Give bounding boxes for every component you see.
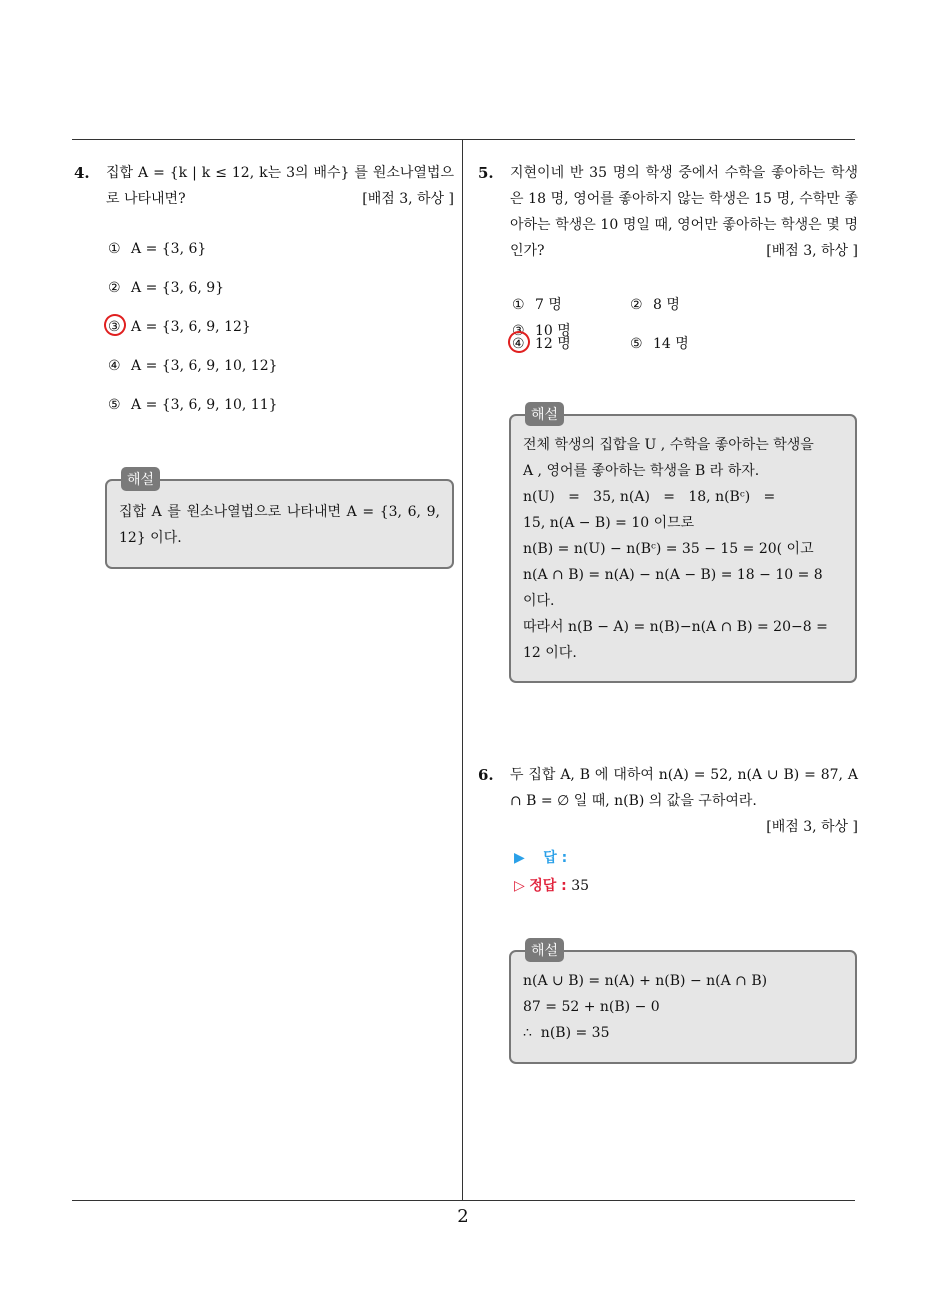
explanation-line: ∴ n(B) = 35 <box>523 1025 610 1041</box>
choice-text: 8 명 <box>653 297 680 313</box>
choice-text: A = {3, 6, 9} <box>131 280 225 296</box>
explanation-line: 따라서 n(B − A) = n(B)−n(A ∩ B) = 20−8 = <box>523 619 828 635</box>
choice-number: ⑤ <box>108 397 121 413</box>
answer-line <box>514 844 858 872</box>
bottom-rule <box>72 1200 855 1201</box>
choice-text: A = {3, 6, 9, 10, 11} <box>131 397 278 413</box>
explanation-text: 집합 A 를 원소나열법으로 나타내면 A = {3, 6, 9, 12} 이다. <box>119 504 440 546</box>
choice-number: ③ <box>512 323 525 339</box>
choice-4[interactable] <box>108 353 454 392</box>
choice-number: ② <box>108 280 121 296</box>
question-4-text: 집합 A = {k | k ≤ 12, k는 3의 배수} 를 원소나열법으로 나타내면? <box>106 165 454 207</box>
explanation-box-q6 <box>509 943 857 1064</box>
explanation-line: 87 = 52 + n(B) − 0 <box>523 999 660 1015</box>
choice-1[interactable] <box>512 292 630 318</box>
choice-text: 14 명 <box>653 336 689 352</box>
choice-2[interactable] <box>630 292 748 318</box>
explanation-tag: 해설 <box>121 467 160 491</box>
choice-number: ③ <box>108 319 121 335</box>
choice-5[interactable] <box>108 392 454 431</box>
explanation-tag: 해설 <box>525 402 564 426</box>
explanation-line: A , 영어를 좋아하는 학생을 B 라 하자. <box>523 463 760 479</box>
score-label: [배점 3, 하상 ] <box>766 819 858 835</box>
explanation-line: n(B) = n(U) − n(Bᶜ) = 35 − 15 = 20( 이고 <box>523 541 814 557</box>
choice-text: 12 명 <box>535 336 571 352</box>
question-number: 6. <box>478 766 494 784</box>
choice-3[interactable] <box>108 314 454 353</box>
question-4-header <box>72 160 454 212</box>
explanation-line: n(A ∩ B) = n(A) − n(A − B) = 18 − 10 = 8 <box>523 567 823 583</box>
selected-circle-mark <box>101 311 129 339</box>
question-5 <box>476 160 858 370</box>
explanation-line: 15, n(A − B) = 10 이므로 <box>523 515 695 531</box>
answer-label: 답 : <box>543 850 568 866</box>
selected-circle-mark <box>505 328 533 356</box>
choice-text: 10 명 <box>535 323 571 339</box>
choice-text: A = {3, 6, 9, 10, 12} <box>131 358 278 374</box>
answer-area <box>476 844 858 900</box>
question-number: 4. <box>74 164 90 182</box>
choice-grid <box>476 292 858 370</box>
question-5-text: 지현이네 반 35 명의 학생 중에서 수학을 좋아하는 학생은 18 명, 영어를 좋아하지 않는 학생은 15 명, 수학만 좋아하는 학생은 10 명일 때, 영어만 좋아하는 학생은 몇 명인가? <box>510 165 858 259</box>
question-text: 두 집합 A, B 에 대하여 n(A) = 52, n(A ∪ B) = 87, A ∩ B = ∅ 일 때, n(B) 의 값을 구하여라. <box>510 767 858 809</box>
explanation-tag: 해설 <box>525 938 564 962</box>
choice-number: ④ <box>108 358 121 374</box>
question-text <box>106 160 454 212</box>
choice-5[interactable] <box>630 331 748 357</box>
choice-list <box>72 236 454 431</box>
score-label: [배점 3, 하상 ] <box>362 191 454 207</box>
top-rule <box>72 139 855 140</box>
choice-text: 7 명 <box>535 297 562 313</box>
choice-text: A = {3, 6, 9, 12} <box>131 319 251 335</box>
column-divider <box>462 139 463 1201</box>
choice-number: ① <box>512 297 525 313</box>
question-6-header <box>476 762 858 840</box>
explanation-line: 이다. <box>523 593 555 609</box>
choice-1[interactable] <box>108 236 454 275</box>
choice-row <box>512 292 858 339</box>
choice-4[interactable] <box>512 331 630 357</box>
choice-number: ② <box>630 297 643 313</box>
page-number: 2 <box>457 1206 469 1227</box>
play-arrow-icon: ▶ <box>514 850 525 866</box>
explanation-line: n(U) = 35, n(A) = 18, n(Bᶜ) = <box>523 489 776 505</box>
choice-number: ④ <box>512 336 525 352</box>
explanation-line: 12 이다. <box>523 645 577 661</box>
choice-number: ① <box>108 241 121 257</box>
correct-answer-line <box>514 872 858 900</box>
choice-text: A = {3, 6} <box>131 241 207 257</box>
correct-answer-label: 정답 : <box>529 878 567 894</box>
question-text <box>510 160 858 264</box>
score-label: [배점 3, 하상 ] <box>766 243 858 259</box>
explanation-text <box>511 416 855 676</box>
choice-2[interactable] <box>108 275 454 314</box>
explanation-line: n(A ∪ B) = n(A) + n(B) − n(A ∩ B) <box>523 973 768 989</box>
explanation-box-q5 <box>509 407 857 683</box>
explanation-text <box>511 952 855 1056</box>
question-4 <box>72 160 454 431</box>
correct-answer-value: 35 <box>571 878 590 894</box>
question-number: 5. <box>478 164 494 182</box>
explanation-line: 전체 학생의 집합을 U , 수학을 좋아하는 학생을 <box>523 437 814 453</box>
question-6 <box>476 762 858 900</box>
explanation-box-q4 <box>105 472 454 569</box>
choice-row <box>512 331 858 370</box>
question-5-header <box>476 160 858 264</box>
outline-arrow-icon: ▷ <box>514 878 525 894</box>
choice-number: ⑤ <box>630 336 643 352</box>
